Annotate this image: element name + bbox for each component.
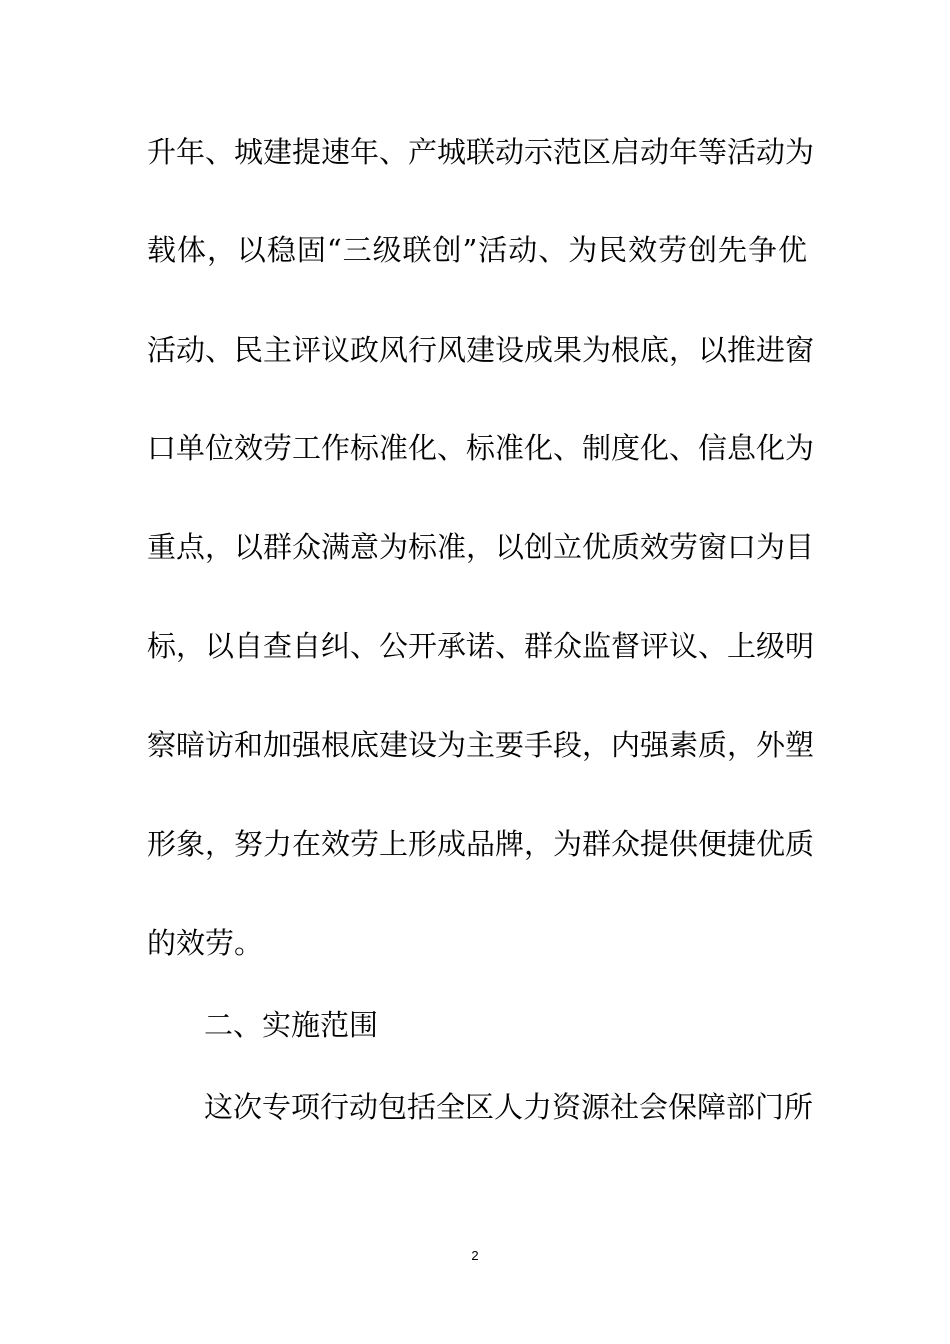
paragraph-line-6: 标，以自查自纠、公开承诺、群众监督评议、上级明 (147, 629, 815, 663)
paragraph-line-3: 活动、民主评议政风行风建设成果为根底，以推进窗 (147, 333, 815, 367)
page-number: 2 (471, 1248, 479, 1263)
section-first-line: 这次专项行动包括全区人力资源社会保障部门所 (204, 1090, 814, 1124)
paragraph-line-4: 口单位效劳工作标准化、标准化、制度化、信息化为 (147, 431, 815, 465)
paragraph-line-7: 察暗访和加强根底建设为主要手段，内强素质，外塑 (147, 728, 815, 762)
paragraph-line-8: 形象，努力在效劳上形成品牌，为群众提供便捷优质 (147, 827, 815, 861)
paragraph-line-9: 的效劳。 (147, 926, 264, 960)
paragraph-line-2: 载体，以稳固“三级联创”活动、为民效劳创先争优 (147, 233, 807, 267)
paragraph-line-5: 重点，以群众满意为标准，以创立优质效劳窗口为目 (147, 530, 815, 564)
section-heading: 二、实施范围 (204, 1008, 379, 1042)
paragraph-line-1: 升年、城建提速年、产城联动示范区启动年等活动为 (147, 135, 815, 169)
